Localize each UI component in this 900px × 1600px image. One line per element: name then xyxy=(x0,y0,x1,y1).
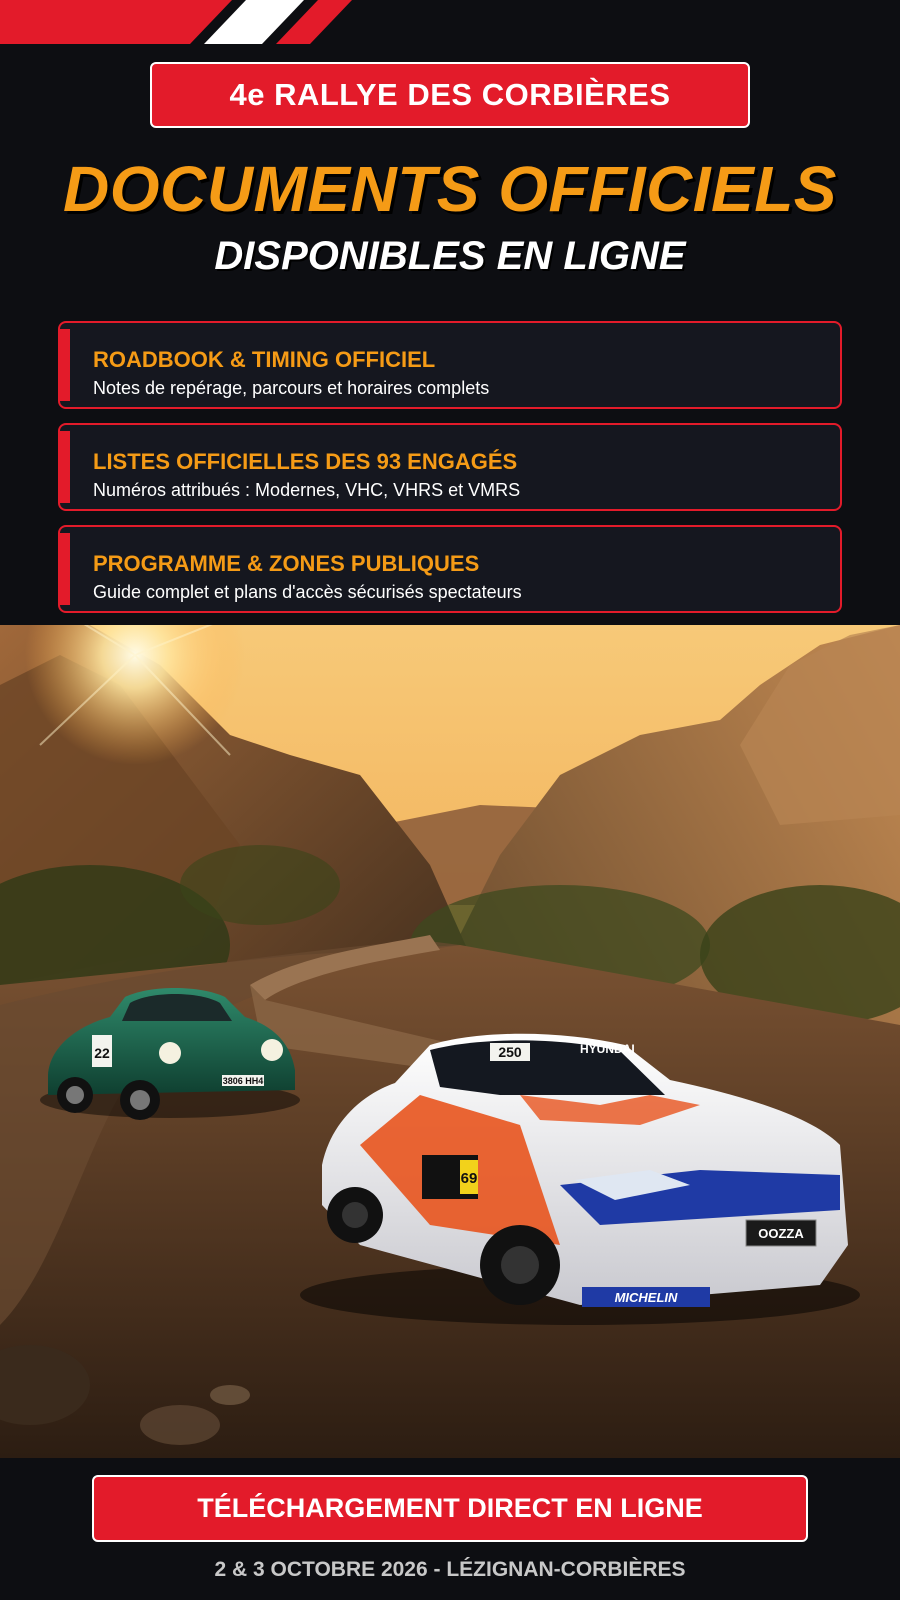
document-card-description: Numéros attribués : Modernes, VHC, VHRS et VMRS xyxy=(93,480,521,500)
document-card-programme[interactable] xyxy=(58,525,842,613)
document-card-title: ROADBOOK & TIMING OFFICIEL xyxy=(93,347,436,372)
rally-car-door-number: 69 xyxy=(460,1170,478,1187)
document-card-roadbook[interactable] xyxy=(58,321,842,409)
document-card-title: PROGRAMME & ZONES PUBLIQUES xyxy=(93,551,480,576)
card-accent-bar xyxy=(60,431,70,503)
page-subtitle: DISPONIBLES EN LIGNE xyxy=(214,234,686,278)
hero-image-rally-cars xyxy=(0,625,900,1458)
card-accent-bar xyxy=(60,533,70,605)
document-card-description: Guide complet et plans d'accès sécurisés spectateurs xyxy=(93,582,522,602)
top-stripes-decoration xyxy=(0,0,360,44)
sponsor-michelin: MICHELIN xyxy=(614,1290,678,1305)
event-dates-location: 2 & 3 OCTOBRE 2026 - LÉZIGNAN-CORBIÈRES xyxy=(214,1558,686,1581)
rally-car-plate: OOZZA xyxy=(758,1226,804,1241)
green-car-plate: 3806 HH4 xyxy=(222,1076,264,1086)
document-card-engages[interactable] xyxy=(58,423,842,511)
card-accent-bar xyxy=(60,329,70,401)
green-car-number: 22 xyxy=(94,1045,110,1061)
document-card-description: Notes de repérage, parcours et horaires complets xyxy=(93,378,490,398)
document-card-title: LISTES OFFICIELLES DES 93 ENGAGÉS xyxy=(93,449,518,474)
rally-car-brand: HYUNDAI xyxy=(580,1042,635,1056)
rally-car-roof-number: 250 xyxy=(498,1044,522,1060)
event-name-badge: 4e RALLYE DES CORBIÈRES xyxy=(150,62,750,128)
download-button[interactable]: TÉLÉCHARGEMENT DIRECT EN LIGNE xyxy=(92,1475,808,1542)
page-title: DOCUMENTS OFFICIELS xyxy=(63,153,837,225)
